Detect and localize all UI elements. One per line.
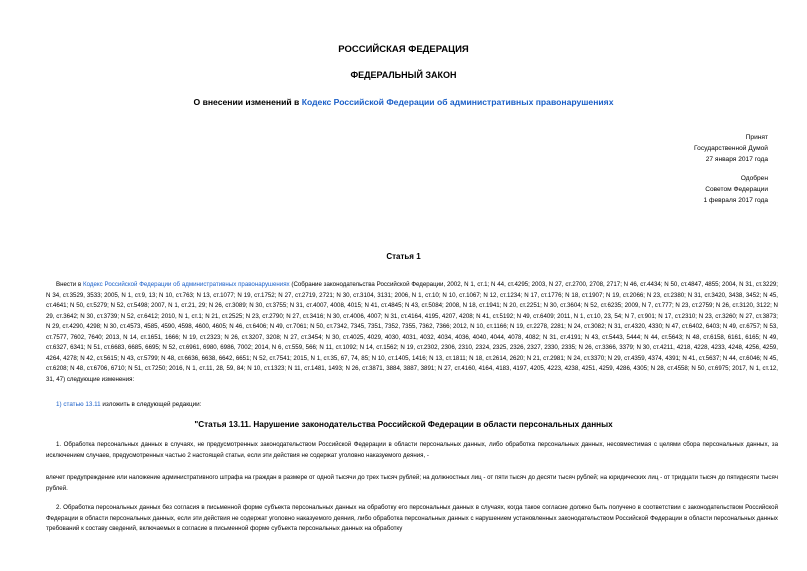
item-1-number: 1) — [56, 401, 64, 408]
item-1-text: изложить в следующей редакции: — [100, 401, 202, 408]
approval-block — [704, 173, 768, 206]
law-type-heading: ФЕДЕРАЛЬНЫЙ ЗАКОН — [350, 70, 457, 80]
law-title-prefix: О внесении изменений в — [193, 97, 302, 107]
approval-line: Одобрен — [740, 175, 768, 182]
intro-code-link[interactable]: Кодекс Российской Федерации об административных правонарушениях — [83, 281, 290, 288]
adoption-block — [694, 132, 768, 165]
intro-citations: (Собрание законодательства Российской Федерации, 2002, N 1, ст.1; N 44, ст.4295; 2003, N 27, ст.2700, 2708, 2717; N 46, ст.4434; N 50, ст.4847, 4855; 2004, N 31, ст.3229; N 34, ст.3529, 3533; 2005, N 1, ст.9, 13; N 10, ст.763; N 13, ст.1077; N 19, ст.1752; N 27, ст.2719, 2721; N 30, ст.3104, 3131; 2006, N 1, ст.10; N 10, ст.1067; N 12, ст.1234; N 17, ст.1776; N 18, ст.1907; N 19, ст.2066; N 23, ст.2380; N 31, ст.3420, 3438, 3452; N 45, ст.4641; N 50, ст.5279; N 52, ст.5498; 2007, N 1, ст.21, 29; N 26, ст.3089; N 30, ст.3755; N 31, ст.4007, 4008, 4015; N 41, ст.4845; N 43, ст.5084; 2008, N 18, ст.1941; N 20, ст.2251; N 30, ст.3604; N 52, ст.6235; 2009, N 7, ст.777; N 23, ст.2759; N 26, ст.3120, 3122; N 29, ст.3642; N 30, ст.3739; N 52, ст.6412; 2010, N 1, ст.1; N 21, ст.2525; N 23, ст.2790; N 27, ст.3416; N 30, ст.4006, 4007; N 31, ст.4164, 4195, 4207, 4208; N 41, ст.5192; N 49, ст.6409; 2011, N 1, ст.10, 23, 54; N 7, ст.901; N 17, ст.2310; N 23, ст.3260; N 27, ст.3873; N 29, ст.4290, 4298; N 30, ст.4573, 4585, 4590, 4598, 4600, 4605; N 46, ст.6406; N 49, ст.7061; N 50, ст.7342, 7345, 7351, 7352, 7355, 7362, 7366; 2012, N 10, ст.1166; N 19, ст.2278, 2281; N 24, ст.3082; N 31, ст.4320, 4330; N 47, ст.6402, 6403; N 49, ст.6757; N 53, ст.7577, 7602, 7640; 2013, N 14, ст.1651, 1666; N 19, ст.2323; N 26, ст.3207, 3208; N 27, ст.3454; N 30, ст.4025, 4029, 4030, 4031, 4032, 4034, 4036, 4040, 4044, 4078, 4082; N 31, ст.4191; N 43, ст.5443, 5444; N 44, ст.5643; N 48, ст.6158, 6161, 6165; N 49, ст.6327, 6341; N 51, ст.6683, 6685, 6695; N 52, ст.6961, 6980, 6986, 7002; 2014, N 6, ст.559, 566; N 11, ст.1092; N 14, ст.1562; N 19, ст.2302, 2306, 2310, 2324, 2325, 2326, 2327, 2330, 2335; N 26, ст.3366, 3379; N 30, ст.4211, 4218, 4228, 4233, 4248, 4256, 4259, 4264, 4278; N 42, ст.5615; N 43, ст.5799; N 48, ст.6636, 6638, 6642, 6651; N 52, ст.7541; 2015, N 1, ст.35, 67, 74, 85; N 10, ст.1405, 1416; N 13, ст.1811; N 18, ст.2614, 2620; N 21, ст.2981; N 24, ст.3370; N 29, ст.4359, 4374, 4391; N 41, ст.5637; N 44, ст.6046; N 45, ст.6208; N 48, ст.6706, 6710; N 51, ст.7250; 2016, N 1, ст.11, 28, 59, 84; N 10, ст.1323; N 11, ст.1481, 1493; N 26, ст.3871, 3884, 3887, 3891; N 27, ст.4160, 4164, 4183, 4197, 4205, 4223, 4238, 4251, 4259, 4286, 4305; N 28, ст.4558; N 50, ст.6975; 2017, N 1, ст.12, 31, 47) следующие изменения: — [46, 281, 778, 383]
adoption-date: 27 января 2017 года — [705, 156, 768, 163]
adoption-body: Государственной Думой — [694, 145, 768, 152]
intro-prefix: Внести в — [56, 281, 84, 288]
part-1-paragraph: 1. Обработка персональных данных в случаях, не предусмотренных законодательством Российской Федерации в области персональных данных, либо обработка персональных данных, несовместимая с целями сбора персональных данных, за исключением случаев, предусмотренных частью 2 настоящей статьи, если эти действия не содержат уголовно наказуемого деяния, - — [46, 441, 778, 459]
code-link[interactable]: Кодекс Российской Федерации об административных правонарушениях — [301, 97, 614, 107]
law-title — [0, 97, 807, 107]
federation-heading: РОССИЙСКАЯ ФЕДЕРАЦИЯ — [338, 44, 469, 55]
article-13-11-link[interactable]: статью 13.11 — [63, 401, 101, 408]
item-1 — [56, 400, 788, 411]
new-article-title: "Статья 13.11. Нарушение законодательства Российской Федерации в области персональных данных — [194, 420, 613, 429]
part-1-penalty-paragraph: влечет предупреждение или наложение административного штрафа на граждан в размере от одной тысячи до трех тысяч рублей; на должностных лиц - от пяти тысяч до десяти тысяч рублей; на юридических лиц - от тридцати тысяч до пятидесяти тысяч рублей. — [46, 474, 778, 492]
article-heading: Статья 1 — [386, 252, 421, 261]
article-intro — [46, 280, 778, 385]
approval-body: Советом Федерации — [705, 186, 768, 193]
approval-date: 1 февраля 2017 года — [703, 197, 768, 204]
adoption-line: Принят — [745, 134, 768, 141]
part-2-paragraph: 2. Обработка персональных данных без согласия в письменной форме субъекта персональных данных на обработку его персональных данных в случаях, когда такое согласие должно быть получено в соответствии с законодательством Российской Федерации в области персональных данных, если эти действия не содержат уголовно наказуемого деяния, либо обработка персональных данных с нарушением установленных законодательством Российской Федерации в области персональных данных требований к составу сведений, включаемых в согласие в письменной форме субъекта персональных данных на обработку — [46, 504, 778, 532]
